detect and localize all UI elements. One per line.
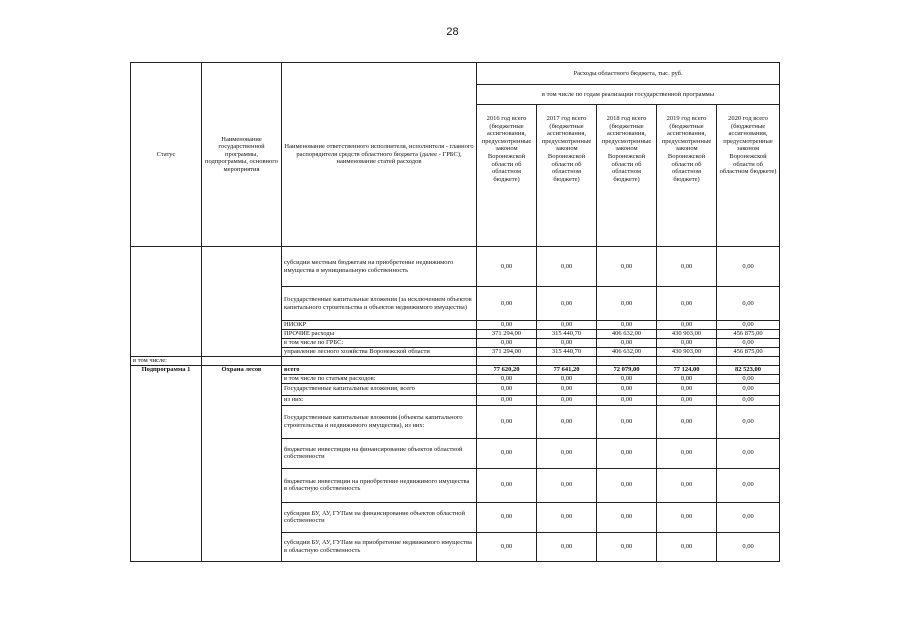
table-row [131,365,780,374]
cell-2017: 0,00 [537,374,597,383]
cell-2018: 0,00 [597,383,657,395]
cell-2020: 0,00 [717,405,780,438]
cell-2017: 315 440,70 [537,330,597,339]
cell-2016: 0,00 [477,374,537,383]
table-row [131,357,780,366]
table-row [131,348,780,357]
cell-2016: 0,00 [477,468,537,502]
header-year-2019: 2019 год всего (бюджетные ассигнования, предусмотренные законом Воронежской области об областном бюджете) [657,105,717,247]
cell-2016: 0,00 [477,405,537,438]
cell-2017: 0,00 [537,405,597,438]
header-year-2020: 2020 год всего (бюджетные ассигнования, предусмотренные законом Воронежской области об областном бюджете) [717,105,780,247]
header-year-2018: 2018 год всего (бюджетные ассигнования, предусмотренные законом Воронежской области об областном бюджете) [597,105,657,247]
cell-2020: 0,00 [717,374,780,383]
cell-2016: 0,00 [477,287,537,321]
cell-2017: 0,00 [537,321,597,330]
row-label: Государственные капитальные вложения (за исключением объектов капитального строительства и объектов недвижимого имущества) [282,287,477,321]
cell-2020: 82 523,00 [717,365,780,374]
cell-2020: 0,00 [717,321,780,330]
cell-2017: 0,00 [537,247,597,287]
cell-2019: 430 903,00 [657,348,717,357]
cell-2018: 0,00 [597,395,657,405]
cell-2019: 0,00 [657,247,717,287]
row-label: Государственные капитальные вложения, всего [282,383,477,395]
cell-2018: 0,00 [597,247,657,287]
table-row [131,330,780,339]
cell-2019: 0,00 [657,502,717,532]
row-label: всего [282,365,477,374]
row-label: ПРОЧИЕ расходы [282,330,477,339]
header-year-2016: 2016 год всего (бюджетные ассигнования, предусмотренные законом Воронежской области об областном бюджете) [477,105,537,247]
cell-2020: 0,00 [717,532,780,561]
cell-2018: 0,00 [597,321,657,330]
in-total-label: в том числе: [131,357,202,366]
cell-2017: 0,00 [537,532,597,561]
cell-2018: 0,00 [597,502,657,532]
cell-2016: 77 620,20 [477,365,537,374]
cell-2017: 0,00 [537,438,597,468]
cell-2017: 0,00 [537,395,597,405]
cell-2019: 0,00 [657,438,717,468]
header-responsible: Наименование ответственного исполнителя, исполнителя - главного распорядителя средств областного бюджета (далее - ГРБС), наименование статей расходов [282,63,477,247]
cell-2020: 0,00 [717,339,780,348]
cell-2020: 0,00 [717,383,780,395]
row-label: НИОКР [282,321,477,330]
table-row [131,339,780,348]
row-label: управление лесного хозяйства Воронежской области [282,348,477,357]
cell-2016: 0,00 [477,247,537,287]
cell-2018: 406 632,00 [597,330,657,339]
cell-2020: 0,00 [717,287,780,321]
cell-2017: 77 641,20 [537,365,597,374]
cell-2017: 0,00 [537,383,597,395]
row-label: субсидии БУ, АУ, ГУПам на финансирование объектов областной собственности [282,502,477,532]
cell-2017: 0,00 [537,502,597,532]
cell-2018: 406 632,00 [597,348,657,357]
cell-2017: 0,00 [537,339,597,348]
cell-2018: 0,00 [597,532,657,561]
subprogram-status: Подпрограмма 1 [131,365,202,561]
cell-2017: 0,00 [537,287,597,321]
cell-2019: 0,00 [657,468,717,502]
row-label: Государственные капитальные вложения (объекты капитального строительства и недвижимого имущества), из них: [282,405,477,438]
cell-2019: 0,00 [657,532,717,561]
row-label: из них: [282,395,477,405]
row-label: в том числе по статьям расходов: [282,374,477,383]
cell-2019: 0,00 [657,374,717,383]
cell-2016: 0,00 [477,395,537,405]
table-row [131,321,780,330]
cell-2019: 0,00 [657,287,717,321]
cell-2016: 0,00 [477,532,537,561]
cell-2016: 0,00 [477,383,537,395]
cell-2019: 0,00 [657,395,717,405]
cell-2020: 0,00 [717,247,780,287]
cell-2016: 0,00 [477,438,537,468]
cell-2019: 0,00 [657,383,717,395]
cell-2018: 0,00 [597,438,657,468]
table-row [131,247,780,287]
row-label: бюджетные инвестиции на приобретение недвижимого имущества в областную собственность [282,468,477,502]
cell-2019: 77 124,00 [657,365,717,374]
header-year-2017: 2017 год всего (бюджетные ассигнования, предусмотренные законом Воронежской области об областном бюджете) [537,105,597,247]
cell-2016: 0,00 [477,502,537,532]
cell-2019: 0,00 [657,321,717,330]
page-number: 28 [446,26,459,38]
cell-2016: 0,00 [477,339,537,348]
cell-2018: 0,00 [597,339,657,348]
budget-table [130,62,780,562]
row-label: субсидии местным бюджетам на приобретение недвижимого имущества в муниципальную собственность [282,247,477,287]
cell-2019: 0,00 [657,405,717,438]
table-row [131,287,780,321]
cell-2016: 0,00 [477,321,537,330]
subprogram-name: Охрана лесов [202,365,282,561]
cell-2020: 0,00 [717,395,780,405]
cell-2016: 371 294,00 [477,330,537,339]
header-budget-title: Расходы областного бюджета, тыс. руб. [477,63,780,85]
row-label: в том числе по ГРБС: [282,339,477,348]
cell-2018: 0,00 [597,405,657,438]
cell-2018: 0,00 [597,468,657,502]
cell-2020: 456 875,00 [717,330,780,339]
header-by-year-title: в том числе по годам реализации государственной программы [477,85,780,105]
cell-2020: 0,00 [717,468,780,502]
cell-2018: 0,00 [597,374,657,383]
cell-2020: 0,00 [717,502,780,532]
cell-2016: 371 294,00 [477,348,537,357]
cell-2020: 456 875,00 [717,348,780,357]
header-status: Статус [131,63,202,247]
cell-2020: 0,00 [717,438,780,468]
row-label: субсидии БУ, АУ, ГУПам на приобретение недвижимого имущества в областную собственность [282,532,477,561]
cell-2018: 0,00 [597,287,657,321]
cell-2017: 315 440,70 [537,348,597,357]
row-label: бюджетные инвестиции на финансирование объектов областной собственности [282,438,477,468]
cell-2019: 0,00 [657,339,717,348]
cell-2019: 430 903,00 [657,330,717,339]
header-program: Наименование государственной программы, подпрограммы, основного мероприятия [202,63,282,247]
cell-2017: 0,00 [537,468,597,502]
cell-2018: 72 079,00 [597,365,657,374]
